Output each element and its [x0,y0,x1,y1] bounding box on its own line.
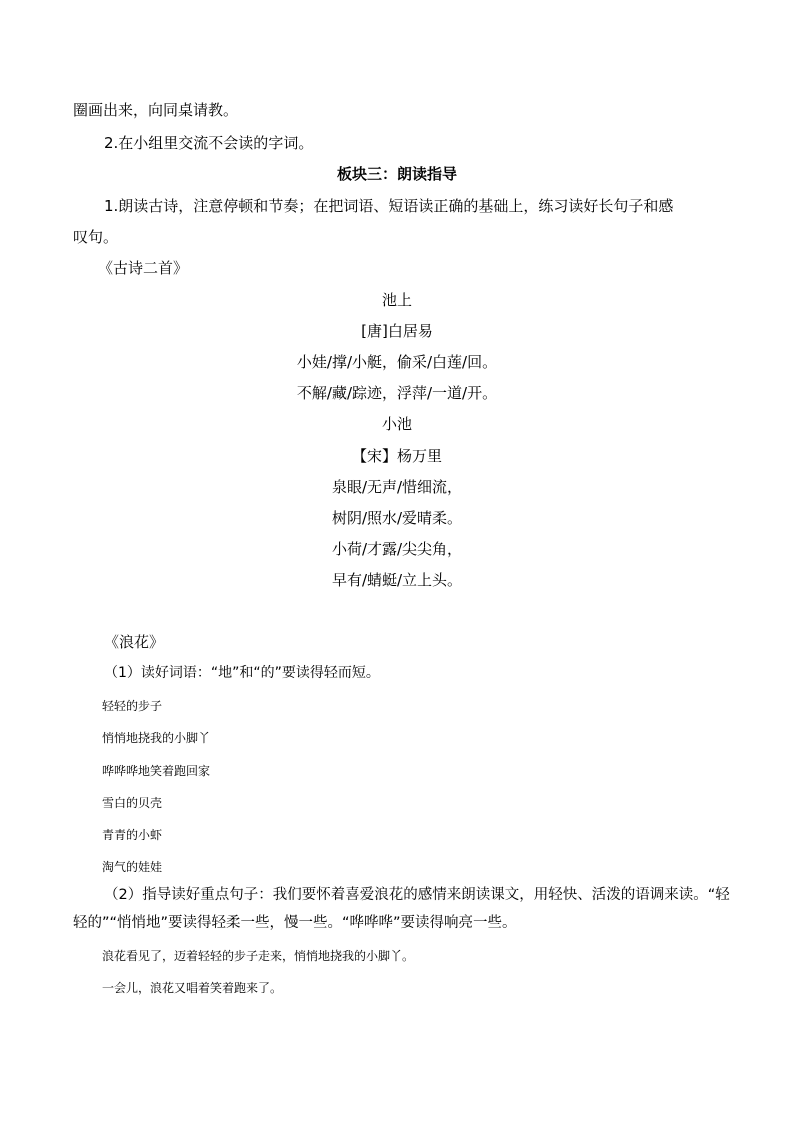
poem-line: 早有/蜻蜓/立上头。 [331,571,463,589]
langhua-title: 《浪花》 [104,633,165,651]
list-item: 悄悄地挠我的小脚丫 [102,731,211,745]
guide-1-line-2: 叹句。 [73,228,119,246]
poem-line: 小娃/撑/小艇，偷采/白莲/回。 [296,353,498,371]
book-title: 《古诗二首》 [98,259,189,277]
poem-line: 小荷/才露/尖尖角， [331,540,463,558]
poem-title: 池上 [381,291,412,309]
list-item: 轻轻的步子 [102,699,163,713]
key-sentence: 浪花看见了，迈着轻轻的步子走来，悄悄地挠我的小脚丫。 [102,949,415,963]
poem-line: 泉眼/无声/惜细流， [331,478,463,496]
step-2-text: 2.在小组里交流不会读的字词。 [104,134,314,152]
task-2-line-1: （2）指导读好重点句子：我们要怀着喜爱浪花的感情来朗读课文，用轻快、活泼的语调来读。“轻 [104,887,730,903]
list-item: 哗哗哗地笑着跑回家 [102,764,211,778]
poem-title: 小池 [381,415,412,433]
list-item: 青青的小虾 [102,828,163,842]
section-title: 板块三：朗读指导 [336,165,457,183]
task-2-line-2: 轻的”“悄悄地”要读得轻柔一些，慢一些。“哗哗哗”要读得响亮一些。 [73,915,517,931]
poem-line: 不解/藏/踪迹，浮萍/一道/开。 [296,384,498,402]
key-sentence: 一会儿，浪花又唱着笑着跑来了。 [102,981,283,995]
intro-line: 圈画出来，向同桌请教。 [73,101,239,119]
list-item: 雪白的贝壳 [102,796,163,810]
guide-1-line-1: 1.朗读古诗，注意停顿和节奏；在把词语、短语读正确的基础上，练习读好长句子和感 [104,197,674,215]
task-1-text: （1）读好词语：“地”和“的”要读得轻而短。 [104,665,380,681]
list-item: 淘气的娃娃 [102,860,163,874]
poem-author: [唐]白居易 [361,322,433,340]
poem-line: 树阴/照水/爱晴柔。 [331,509,463,527]
poem-author: 【宋】杨万里 [351,447,442,465]
